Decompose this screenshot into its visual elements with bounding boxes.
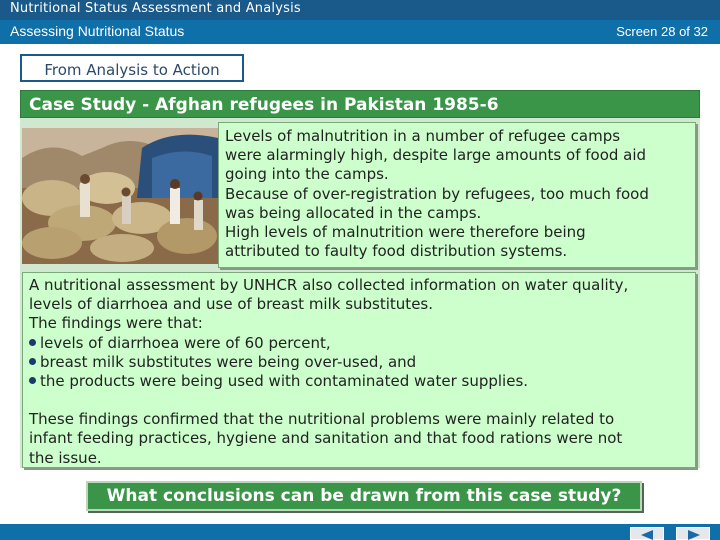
intro-line: attributed to faulty food distribution systems.: [225, 242, 568, 261]
case-study-title: Case Study - Afghan refugees in Pakistan 1985-6: [20, 90, 700, 118]
next-arrow-icon: [688, 530, 700, 540]
finding-item: [29, 372, 689, 391]
intro-line: going into the camps.: [225, 165, 389, 184]
bullet-icon: [29, 339, 36, 346]
section-title: From Analysis to Action: [20, 54, 244, 82]
finding-item: [29, 353, 689, 372]
refugee-camp-photo: [22, 128, 218, 264]
finding-text: the products were being used with contaminated water supplies.: [40, 372, 529, 391]
app-title-bar: [0, 0, 720, 20]
intro-line: were alarmingly high, despite large amounts of food aid: [225, 146, 647, 165]
app-title: Nutritional Status Assessment and Analysis: [10, 1, 301, 16]
findings-text-box: [22, 272, 696, 468]
course-title: Assessing Nutritional Status: [10, 23, 185, 39]
assessment-line: The findings were that:: [29, 314, 203, 333]
question-button[interactable]: What conclusions can be drawn from this case study?: [86, 481, 642, 511]
intro-line: Because of over-registration by refugees, too much food: [225, 184, 649, 203]
spacer: [29, 391, 689, 410]
intro-line: Levels of malnutrition in a number of refugee camps: [225, 127, 621, 145]
assessment-line: A nutritional assessment by UNHCR also collected information on water quality,: [29, 276, 629, 294]
screen-counter: Screen 28 of 32: [616, 24, 708, 39]
assessment-line: levels of diarrhoea and use of breast milk substitutes.: [29, 295, 434, 314]
next-screen-button[interactable]: [676, 527, 710, 540]
bottom-nav-bar: [0, 524, 720, 540]
intro-line: was being allocated in the camps.: [225, 203, 482, 222]
previous-screen-button[interactable]: [630, 527, 664, 540]
course-bar: [0, 20, 720, 44]
finding-item: [29, 334, 689, 353]
intro-line: High levels of malnutrition were therefore being: [225, 223, 586, 242]
conclusion-line: These findings confirmed that the nutritional problems were mainly related to: [29, 410, 615, 429]
bullet-icon: [29, 377, 36, 384]
finding-text: breast milk substitutes were being over-used, and: [40, 352, 417, 371]
conclusion-line: infant feeding practices, hygiene and sanitation and that food rations were not: [29, 429, 623, 448]
finding-text: levels of diarrhoea were of 60 percent,: [40, 333, 331, 352]
bullet-icon: [29, 358, 36, 365]
prev-arrow-icon: [641, 530, 653, 540]
intro-text-box: [218, 122, 696, 268]
conclusion-line: the issue.: [29, 448, 102, 467]
